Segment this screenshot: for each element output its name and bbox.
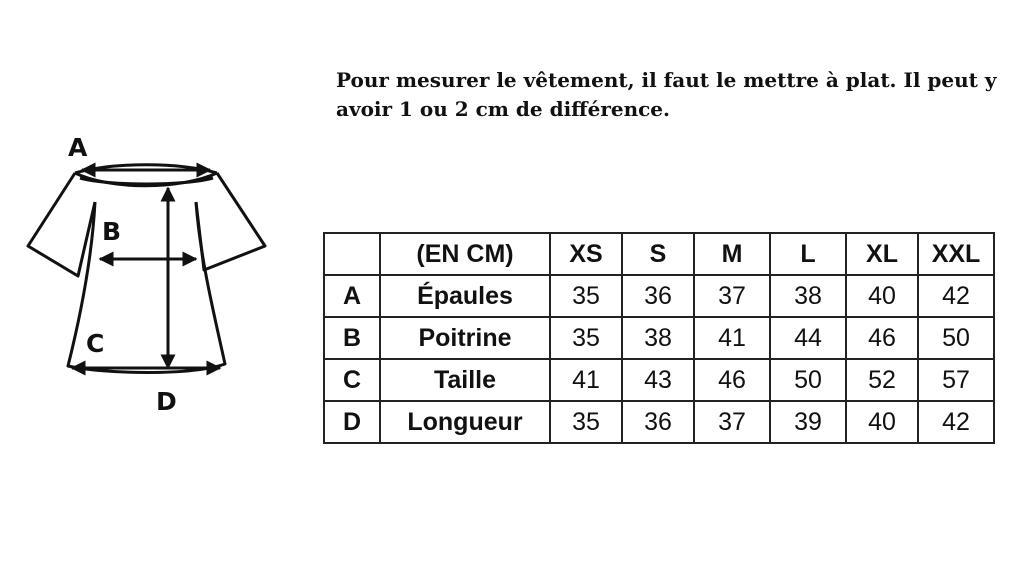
- measurement-name: Épaules: [380, 275, 550, 317]
- t-shirt-outline: [28, 165, 265, 373]
- value-cell: 46: [694, 359, 770, 401]
- value-cell: 52: [846, 359, 918, 401]
- unit-header: (EN CM): [380, 233, 550, 275]
- value-cell: 41: [694, 317, 770, 359]
- table-row: [324, 275, 994, 317]
- size-header: XS: [550, 233, 622, 275]
- table-row: [324, 359, 994, 401]
- value-cell: 40: [846, 401, 918, 443]
- measurement-name: Longueur: [380, 401, 550, 443]
- value-cell: 40: [846, 275, 918, 317]
- value-cell: 43: [622, 359, 694, 401]
- value-cell: 35: [550, 317, 622, 359]
- row-letter: D: [324, 401, 380, 443]
- label-c: C: [86, 329, 105, 358]
- row-letter: A: [324, 275, 380, 317]
- value-cell: 50: [918, 317, 994, 359]
- size-header: M: [694, 233, 770, 275]
- label-a: A: [68, 133, 88, 162]
- size-header: XXL: [918, 233, 994, 275]
- row-letter: B: [324, 317, 380, 359]
- measurement-name: Taille: [380, 359, 550, 401]
- size-header-row: [324, 233, 994, 275]
- table-row: [324, 401, 994, 443]
- label-b: B: [102, 217, 122, 246]
- value-cell: 57: [918, 359, 994, 401]
- size-header: S: [622, 233, 694, 275]
- value-cell: 35: [550, 275, 622, 317]
- value-cell: 36: [622, 401, 694, 443]
- value-cell: 46: [846, 317, 918, 359]
- size-header: L: [770, 233, 846, 275]
- value-cell: 42: [918, 401, 994, 443]
- size-header: XL: [846, 233, 918, 275]
- value-cell: 50: [770, 359, 846, 401]
- value-cell: 38: [622, 317, 694, 359]
- measuring-instructions: Pour mesurer le vêtement, il faut le mettre à plat. Il peut y avoir 1 ou 2 cm de différence.: [336, 68, 997, 121]
- value-cell: 37: [694, 275, 770, 317]
- row-letter: C: [324, 359, 380, 401]
- label-d: D: [156, 387, 177, 416]
- value-cell: 39: [770, 401, 846, 443]
- value-cell: 42: [918, 275, 994, 317]
- value-cell: 38: [770, 275, 846, 317]
- value-cell: 37: [694, 401, 770, 443]
- corner-cell: [324, 233, 380, 275]
- value-cell: 41: [550, 359, 622, 401]
- value-cell: 35: [550, 401, 622, 443]
- size-chart-table: [323, 232, 995, 444]
- value-cell: 44: [770, 317, 846, 359]
- garment-measurement-diagram: [20, 128, 280, 420]
- table-row: [324, 317, 994, 359]
- value-cell: 36: [622, 275, 694, 317]
- measurement-name: Poitrine: [380, 317, 550, 359]
